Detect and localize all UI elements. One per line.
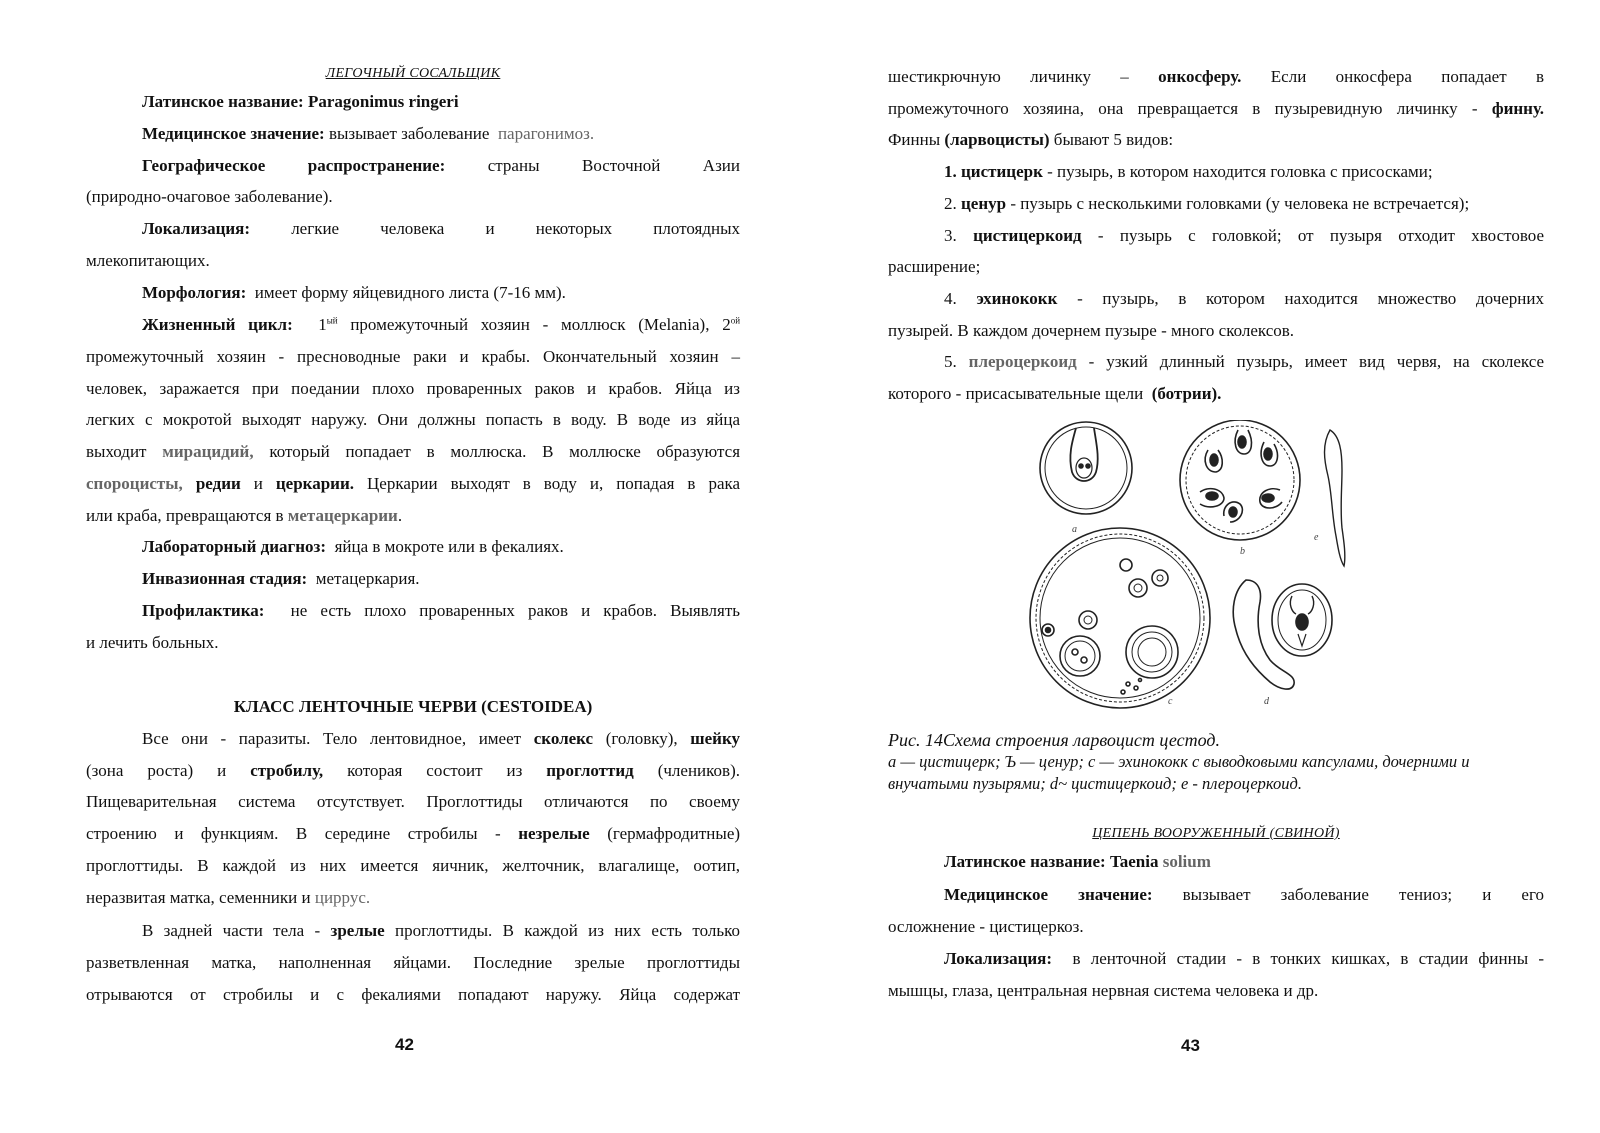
class-text-line-2: (зона роста) и стробилу, которая состоит из проглоттид (члеников).: [86, 761, 740, 780]
figure-letter-a: a: [1072, 524, 1077, 535]
figure-caption-line-1: а — цистицерк; Ъ — ценур; с — эхинококк с выводковыми капсулами, дочерними и: [888, 752, 1470, 771]
finn-intro-line-1: шестикрючную личинку – онкосферу. Если онкосфера попадает в: [888, 67, 1545, 86]
prevention-line: Профилактика: не есть плохо проваренных раков и крабов. Выявлять: [142, 601, 741, 620]
class-text-line-5: проглоттиды. В каждой из них имеется яичник, желточник, влагалище, оотип,: [86, 856, 740, 875]
larva-type-4: 4. эхинококк - пузырь, в котором находится множество дочерних: [944, 289, 1544, 308]
taenia-localization-line-2: мышцы, глаза, центральная нервная система человека и др.: [888, 981, 1319, 1000]
class-text-line-4: строению и функциям. В середине стробилы - незрелые (гермафродитные): [86, 824, 741, 843]
geo-line-2: (природно-очаговое заболевание).: [86, 187, 333, 206]
morphology-line: Морфология: имеет форму яйцевидного листа (7-16 мм).: [142, 283, 566, 302]
figure-caption-line-2: внучатыми пузырями; d~ цистицеркоид; е - плероцеркоид.: [888, 774, 1302, 793]
figure-letter-d: d: [1264, 696, 1269, 707]
life-cycle-line-2: промежуточный хозяин - пресноводные раки и крабы. Окончательный хозяин –: [86, 347, 740, 366]
page-number-right: 43: [1181, 1036, 1200, 1055]
figure-plerocercoid: [1314, 430, 1345, 566]
finn-intro-line-3: Финны (ларвоцисты) бывают 5 видов:: [888, 130, 1174, 149]
left-page: [86, 0, 740, 1133]
figure-cysticercus: [1040, 422, 1132, 514]
class-text-line-3: Пищеварительная система отсутствует. Проглоттиды отличаются по своему: [86, 792, 740, 811]
page-number-left: 42: [395, 1035, 414, 1054]
life-cycle-line-1: Жизненный цикл: $1^{ый}$ промежуточный хозяин - моллюск (Melania), $2^{ой}$: [142, 315, 741, 334]
lab-diagnosis-line: Лабораторный диагноз: яйца в мокроте или в фекалиях.: [142, 537, 564, 556]
prevention-line-2: и лечить больных.: [86, 633, 219, 652]
life-cycle-line-5: выходит мирацидий, который попадает в моллюска. В моллюске образуются: [86, 442, 741, 461]
section-heading-lung-fluke: ЛЕГОЧНЫЙ СОСАЛЬЩИК: [325, 66, 501, 81]
rear-text-line-1: В задней части тела - зрелые проглоттиды. В каждой из них есть только: [142, 921, 741, 940]
section-heading-taenia: ЦЕПЕНЬ ВООРУЖЕННЫЙ (СВИНОЙ): [1092, 826, 1340, 841]
geo-line: Географическое распространение: страны Восточной Азии: [142, 156, 740, 175]
life-cycle-line-6: спороцисты, редии и церкарии. Церкарии выходят в воду и, попадая в рака: [86, 474, 741, 493]
finn-intro-line-2: промежуточного хозяина, она превращается в пузыревидную личинку - финну.: [888, 99, 1545, 118]
larva-type-3-line-2: расширение;: [888, 257, 981, 276]
rear-text-line-2: разветвленная матка, наполненная яйцами. Последние зрелые проглоттиды: [86, 953, 740, 972]
localization-line: Локализация: легкие человека и некоторых плотоядных: [142, 219, 740, 238]
life-cycle-line-3: человек, заражается при поедании плохо проваренных раков и крабов. Яйца из: [86, 379, 740, 398]
class-heading-cestoidea: КЛАСС ЛЕНТОЧНЫЕ ЧЕРВИ (CESTOIDEA): [233, 697, 593, 716]
localization-line-2: млекопитающих.: [86, 251, 210, 270]
medical-line: Медицинское значение: вызывает заболевание парагонимоз.: [142, 124, 595, 143]
taenia-medical-line-2: осложнение - цистицеркоз.: [888, 917, 1084, 936]
figure-letter-c: c: [1168, 696, 1173, 707]
figure-letter-e: e: [1314, 532, 1319, 543]
larva-type-5-line-2: которого - присасывательные щели (ботрии).: [888, 384, 1222, 403]
larva-type-1: 1. цистицерк - пузырь, в котором находится головка с присосками;: [944, 162, 1433, 181]
right-page: [888, 0, 1544, 1133]
taenia-medical-line: Медицинское значение: вызывает заболевание тениоз; и его: [944, 885, 1544, 904]
life-cycle-line-7: или краба, превращаются в метацеркарии.: [86, 506, 403, 525]
larva-type-4-line-2: пузырей. В каждом дочернем пузыре - много сколексов.: [888, 321, 1295, 340]
figure-coenurus: [1180, 420, 1300, 557]
figure-caption-title: Рис. 14Схема строения ларвоцист цестод.: [888, 730, 1220, 750]
latin-name-line: Латинское название: Paragonimus ringeri: [142, 92, 459, 111]
taenia-latin-line: Латинское название: Taenia solium: [944, 852, 1211, 871]
rear-text-line-3: отрываются от стробилы и с фекалиями попадают наружу. Яйца содержат: [86, 985, 740, 1004]
class-text-line-1: Все они - паразиты. Тело лентовидное, имеет сколекс (головку), шейку: [142, 729, 741, 748]
figure-caption: [888, 729, 1544, 795]
figure-echinococcus: [1030, 524, 1210, 708]
larvocyst-figure: [1028, 420, 1388, 720]
larva-type-5: 5. плероцеркоид - узкий длинный пузырь, имеет вид червя, на сколексе: [944, 352, 1545, 371]
larva-type-2: 2. ценур - пузырь с несколькими головками (у человека не встречается);: [944, 194, 1470, 213]
invasion-stage-line: Инвазионная стадия: метацеркария.: [142, 569, 420, 588]
class-text-line-6: неразвитая матка, семенники и циррус.: [86, 888, 371, 907]
figure-letter-b: b: [1240, 546, 1245, 557]
figure-cysticercoid: [1233, 580, 1332, 707]
larva-type-3: 3. цистицеркоид - пузырь с головкой; от пузыря отходит хвостовое: [944, 226, 1545, 245]
taenia-localization-line: Локализация: в ленточной стадии - в тонких кишках, в стадии финны -: [944, 949, 1544, 968]
life-cycle-line-4: легких с мокротой выходят наружу. Они должны попасть в воду. В воде из яйца: [86, 410, 740, 429]
